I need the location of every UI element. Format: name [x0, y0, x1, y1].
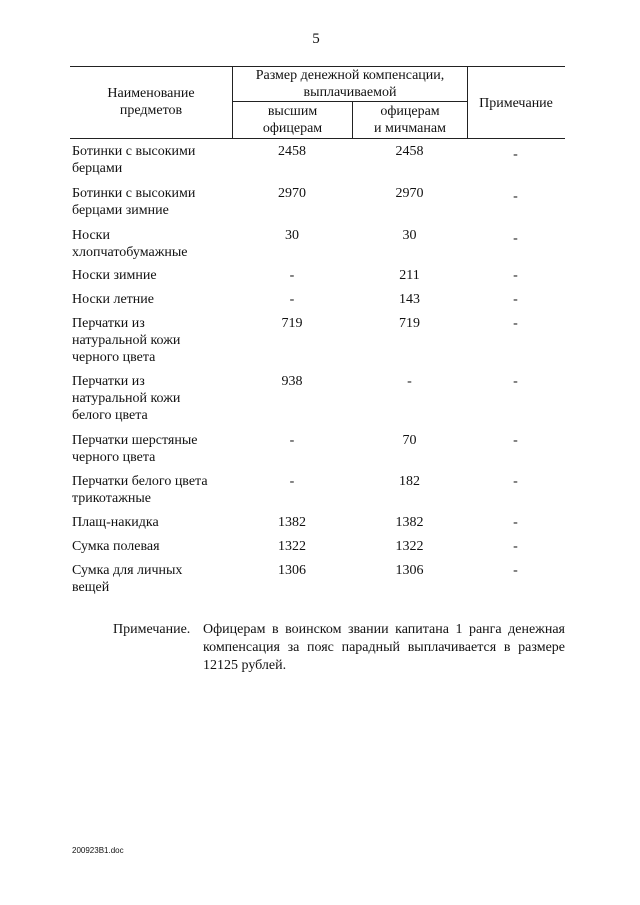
- header-compensation: Размер денежной компенсации, выплачиваемой: [255, 68, 445, 100]
- footnote-text: Офицерам в воинском звании капитана 1 ранга денежная компенсация за пояс парадный выплачивается в размере 12125 рублей.: [203, 622, 565, 673]
- senior-officers-value: -: [289, 292, 295, 307]
- row-note: -: [513, 563, 518, 578]
- officers-value: 1306: [395, 563, 424, 578]
- row-note: -: [513, 292, 518, 307]
- officers-value: 211: [399, 268, 420, 283]
- officers-value: 70: [402, 433, 417, 448]
- page-number: 5: [312, 31, 320, 47]
- item-name: Перчатки шерстяные черного цвета: [72, 433, 198, 465]
- item-name: Перчатки белого цвета трикотажные: [72, 474, 208, 506]
- officers-value: 182: [399, 474, 420, 489]
- senior-officers-value: -: [289, 268, 295, 283]
- item-name: Носки хлопчатобумажные: [72, 228, 188, 260]
- senior-officers-value: -: [289, 474, 295, 489]
- item-name: Ботинки с высокими берцами зимние: [72, 186, 196, 218]
- header-bottom-border: [70, 138, 565, 139]
- row-note: -: [513, 316, 518, 331]
- senior-officers-value: 1382: [278, 515, 306, 530]
- senior-officers-value: 30: [285, 228, 299, 243]
- row-note: -: [513, 231, 518, 246]
- officers-value: 2970: [395, 186, 424, 201]
- item-name: Носки летние: [72, 292, 154, 307]
- senior-officers-value: 2458: [278, 144, 306, 159]
- header-subdivider: [232, 101, 467, 102]
- item-name: Ботинки с высокими берцами: [72, 144, 196, 176]
- senior-officers-value: 2970: [278, 186, 306, 201]
- officers-value: 1322: [395, 539, 424, 554]
- item-name: Плащ-накидка: [72, 515, 159, 530]
- row-note: -: [513, 189, 518, 204]
- row-note: -: [513, 433, 518, 448]
- officers-value: 2458: [395, 144, 424, 159]
- row-note: -: [513, 474, 518, 489]
- officers-value: 1382: [395, 515, 424, 530]
- row-note: -: [513, 268, 518, 283]
- senior-officers-value: 938: [281, 374, 303, 389]
- senior-officers-value: 1306: [278, 563, 306, 578]
- officers-value: -: [407, 374, 412, 389]
- item-name: Перчатки из натуральной кожи черного цвета: [72, 316, 181, 365]
- row-note: -: [513, 539, 518, 554]
- item-name: Перчатки из натуральной кожи белого цвета: [72, 374, 181, 423]
- document-file-name: 200923B1.doc: [72, 846, 124, 855]
- header-note: Примечание: [479, 96, 553, 111]
- senior-officers-value: 1322: [278, 539, 306, 554]
- senior-officers-value: 719: [281, 316, 303, 331]
- footnote-label: Примечание.: [113, 622, 191, 637]
- row-note: -: [513, 374, 518, 389]
- officers-value: 143: [399, 292, 420, 307]
- item-name: Сумка полевая: [72, 539, 160, 554]
- header-senior-officers: высшим офицерам: [262, 104, 323, 136]
- officers-value: 30: [402, 228, 417, 243]
- officers-value: 719: [399, 316, 420, 331]
- row-note: -: [513, 515, 518, 530]
- header-item-name: Наименование предметов: [107, 86, 195, 118]
- senior-officers-value: -: [289, 433, 295, 448]
- header-officers-warrant: офицерам и мичманам: [374, 104, 446, 136]
- item-name: Сумка для личных вещей: [72, 563, 183, 595]
- item-name: Носки зимние: [72, 268, 157, 283]
- row-note: -: [513, 147, 518, 162]
